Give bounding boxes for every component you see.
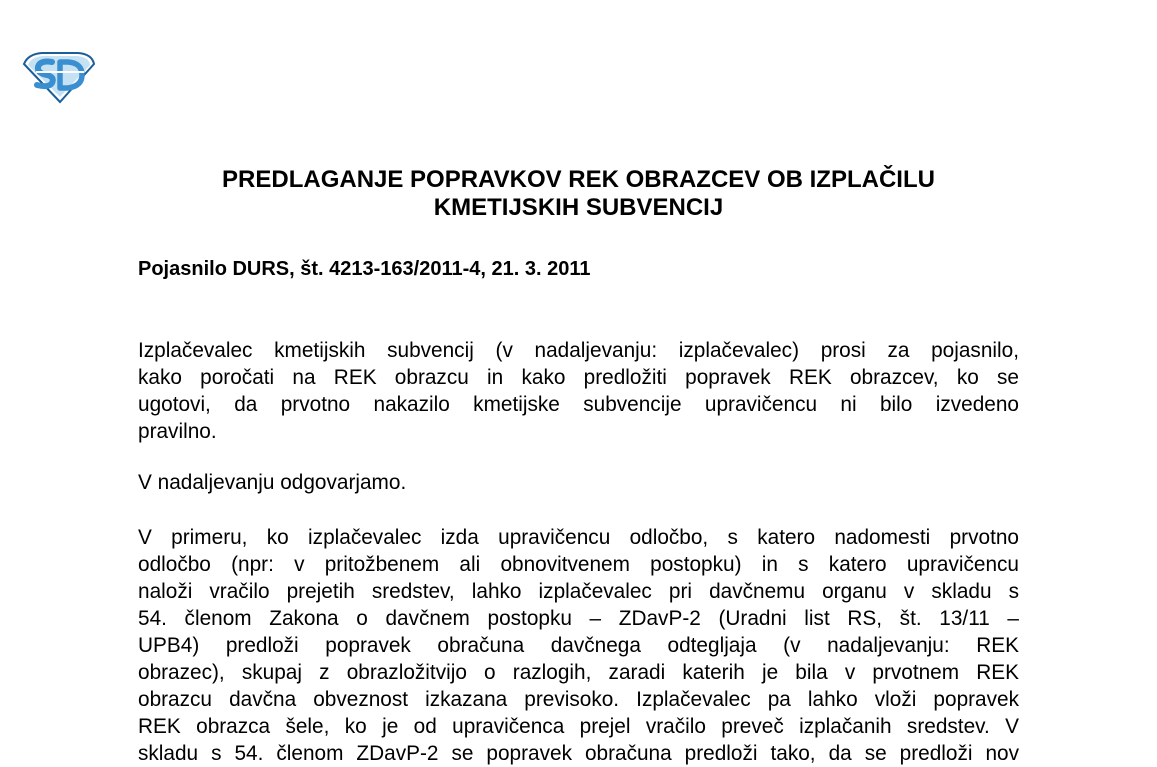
paragraph-answer-body xyxy=(138,524,1019,765)
text-line: skladu s 54. členom ZDavP-2 se popravek obračuna predloži tako, da se predloži nov xyxy=(138,742,1019,765)
paragraph-question xyxy=(138,337,1019,445)
text-line: kako poročati na REK obrazcu in kako predložiti popravek REK obrazcev, ko se xyxy=(138,366,1019,389)
document-title xyxy=(138,166,1019,222)
text-line: UPB4) predloži popravek obračuna davčnega odtegljaja (v nadaljevanju: REK xyxy=(138,634,1019,657)
text-line: ugotovi, da prvotno nakazilo kmetijske subvencije upravičencu ni bilo izvedeno xyxy=(138,393,1019,416)
title-line: PREDLAGANJE POPRAVKOV REK OBRAZCEV OB IZPLAČILU xyxy=(222,166,935,193)
company-logo xyxy=(22,50,96,104)
text-line: naloži vračilo prejetih sredstev, lahko izplačevalec pri davčnemu organu v skladu s xyxy=(138,580,1019,603)
paragraph-answer-intro xyxy=(138,469,1019,496)
text-line: pravilno. xyxy=(138,420,217,443)
text-line: REK obrazca šele, ko je od upravičenca prejel vračilo preveč izplačanih sredstev. V xyxy=(138,715,1019,738)
document-reference: Pojasnilo DURS, št. 4213-163/2011-4, 21. 3. 2011 xyxy=(138,258,591,280)
text-line: obrazec), skupaj z obrazložitvijo o razlogih, zaradi katerih je bila v prvotnem REK xyxy=(138,661,1019,684)
text-line: odločbo (npr: v pritožbenem ali obnovitvenem postopku) in s katero upravičencu xyxy=(138,553,1019,576)
text-line: Izplačevalec kmetijskih subvencij (v nadaljevanju: izplačevalec) prosi za pojasnilo, xyxy=(138,339,1019,362)
text-line: 54. členom Zakona o davčnem postopku – ZDavP-2 (Uradni list RS, št. 13/11 – xyxy=(138,607,1019,630)
text-line: V primeru, ko izplačevalec izda upravičencu odločbo, s katero nadomesti prvotno xyxy=(138,526,1019,549)
text-line: obrazcu davčna obveznost izkazana previsoko. Izplačevalec pa lahko vloži popravek xyxy=(138,688,1019,711)
text-line: V nadaljevanju odgovarjamo. xyxy=(138,471,407,494)
title-line: KMETIJSKIH SUBVENCIJ xyxy=(433,194,724,221)
logo-emblem-icon xyxy=(22,50,96,104)
